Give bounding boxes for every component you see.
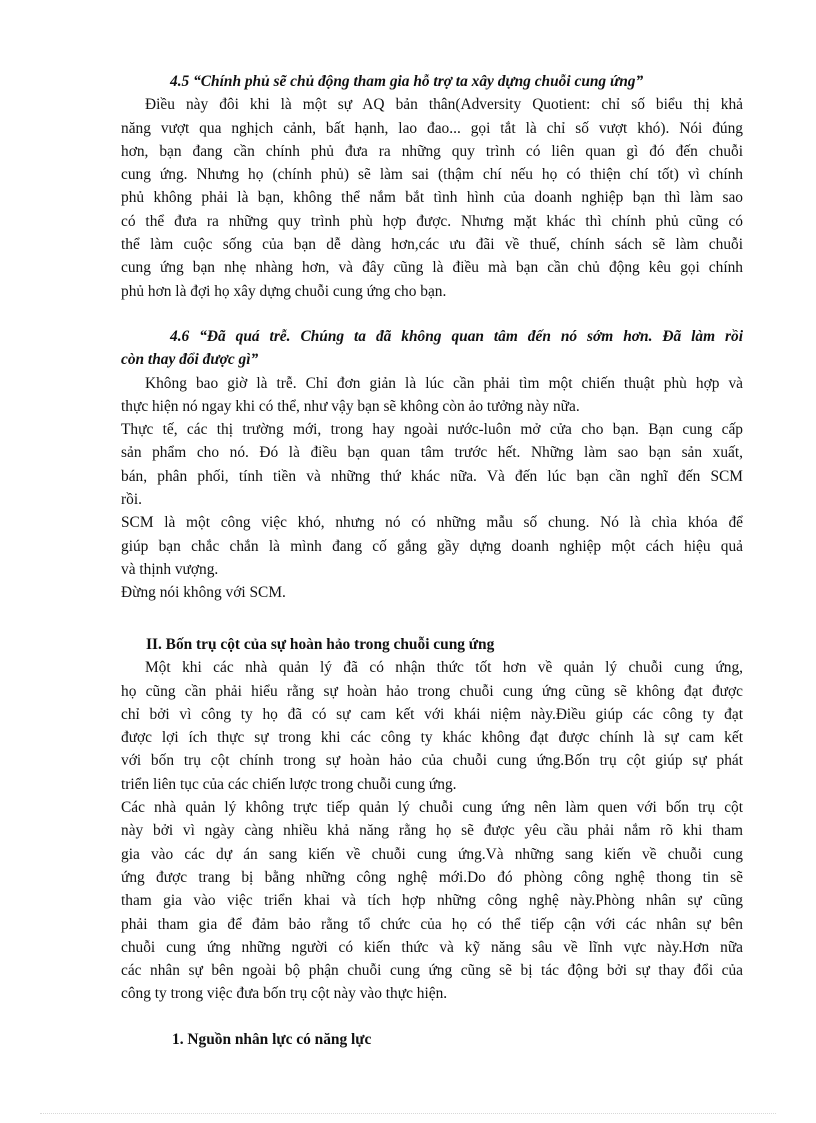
paragraph-line: chỉ bởi vì công ty họ đã có sự cam kết với khái niệm này.Điều giúp các công ty đạt <box>121 705 743 723</box>
paragraph-line: các nhân sự bên ngoài bộ phận chuỗi cung ứng cũng sẽ bị tác động bởi sự thay đổi của <box>121 962 743 980</box>
paragraph-line: chuỗi cung ứng những người có kiến thức và kỹ năng sâu về lĩnh vực này.Hơn nữa <box>121 938 743 956</box>
paragraph-line: Điều này đôi khi là một sự AQ bản thân(Adversity Quotient: chỉ số biểu thị khả <box>145 96 743 114</box>
section-heading-cont: còn thay đổi được gì” <box>121 351 259 369</box>
section-4-5 <box>121 70 743 303</box>
paragraph-line: công ty trong việc đưa bốn trụ cột này vào thực hiện. <box>121 985 448 1003</box>
section-heading: 4.5 “Chính phủ sẽ chủ động tham gia hỗ trợ ta xây dựng chuỗi cung ứng” <box>170 73 644 90</box>
subsection-1 <box>121 1028 743 1051</box>
section-heading: II. Bốn trụ cột của sự hoàn hảo trong chuỗi cung ứng <box>146 636 495 653</box>
paragraph-line: năng vượt qua nghịch cảnh, bất hạnh, lao đao... gọi tắt là chỉ số vượt khó). Nói đúng <box>121 119 743 137</box>
paragraph-line: được lợi ích thực sự trong khi các công ty khác không đạt được chính là sự cam kết <box>121 729 743 747</box>
paragraph-line: hơn, bạn đang cần chính phủ đưa ra những quy trình có liên quan gì đó đến chuỗi <box>121 142 743 160</box>
paragraph-line: tham gia vào việc triển khai và tích hợp những công nghệ này.Phòng nhân sự cũng <box>121 892 743 910</box>
paragraph-line: Đừng nói không với SCM. <box>121 584 286 602</box>
paragraph-line: có thể đưa ra những quy trình phù hợp được. Nhưng mặt khác thì chính phủ cũng có <box>121 212 743 230</box>
paragraph-line: rồi. <box>121 491 142 509</box>
paragraph-line: SCM là một công việc khó, nhưng nó có những mẫu số chung. Nó là chìa khóa để <box>121 514 743 532</box>
page-bottom-divider <box>40 1113 776 1114</box>
paragraph-line: cung ứng. Nhưng họ (chính phủ) sẽ làm sai (thậm chí nếu họ có thiện chí tốt) vì chính <box>121 166 743 184</box>
paragraph-line: này bởi vì ngày càng nhiều khả năng rằng họ sẽ được yêu cầu phải nắm rõ khi tham <box>121 822 743 840</box>
section-ii <box>121 633 743 1006</box>
paragraph-line: phủ hơn là đợi họ xây dựng chuỗi cung ứng cho bạn. <box>121 282 447 300</box>
paragraph-line: Một khi các nhà quản lý đã có nhận thức tốt hơn về quản lý chuỗi cung ứng, <box>145 659 743 677</box>
section-4-6 <box>121 325 743 605</box>
paragraph-line: giúp bạn chắc chắn là mình đang cố gắng gầy dựng doanh nghiệp một cách hiệu quả <box>121 537 743 555</box>
paragraph-line: ứng được trang bị bằng những công nghệ mới.Do đó phòng công nghệ thong tin sẽ <box>121 868 743 886</box>
section-heading: 4.6 “Đã quá trễ. Chúng ta đã không quan tâm đến nó sớm hơn. Đã làm rồi <box>170 328 743 345</box>
paragraph-line: cung ứng bạn nhẹ nhàng hơn, và đây cũng là điều mà bạn cần chủ động kêu gọi chính <box>121 259 743 277</box>
paragraph-line: phải tham gia để đảm bảo rằng tổ chức của họ có thể tiếp cận với các nhân sự bên <box>121 915 743 933</box>
paragraph-line: họ cũng cần phải hiểu rằng sự hoàn hảo trong chuỗi cung ứng cũng sẽ không đạt được <box>121 682 743 700</box>
paragraph-line: gia vào các dự án sang kiến về chuỗi cung ứng.Và những sang kiến về chuỗi cung <box>121 845 743 863</box>
paragraph-line: Không bao giờ là trễ. Chỉ đơn giản là lúc cần phải tìm một chiến thuật phù hợp và <box>145 374 743 392</box>
paragraph-line: bán, phân phối, tính tiền và những thứ khác nữa. Và đến lúc bạn cần nghĩ đến SCM <box>121 467 743 485</box>
paragraph-line: thể làm cuộc sống của bạn dễ dàng hơn,các ưu đãi về thuế, chính sách sẽ làm chuỗi <box>121 236 743 254</box>
paragraph-line: Các nhà quản lý không trực tiếp quản lý chuỗi cung ứng nên làm quen với bốn trụ cột <box>121 799 743 817</box>
paragraph-line: sản phẩm cho nó. Đó là điều bạn quan tâm trước hết. Những làm sao bạn sản xuất, <box>121 444 743 462</box>
paragraph-line: Thực tế, các thị trường mới, trong hay ngoài nước-luôn mở cửa cho bạn. Bạn cung cấp <box>121 421 743 439</box>
paragraph-line: triển liên tục của các chiến lược trong chuỗi cung ứng. <box>121 775 457 793</box>
paragraph-line: với bốn trụ cột chính trong sự hoàn hảo của chuỗi cung ứng.Bốn trụ cột giúp sự phát <box>121 752 743 770</box>
paragraph-line: phủ không phải là bạn, không thể nắm bắt tình hình của doanh nghiệp bạn thì làm sao <box>121 189 743 207</box>
paragraph-line: thực hiện nó ngay khi có thể, như vậy bạn sẽ không còn ảo tưởng này nữa. <box>121 397 580 415</box>
subsection-heading: 1. Nguồn nhân lực có năng lực <box>172 1031 372 1048</box>
paragraph-line: và thịnh vượng. <box>121 560 219 578</box>
